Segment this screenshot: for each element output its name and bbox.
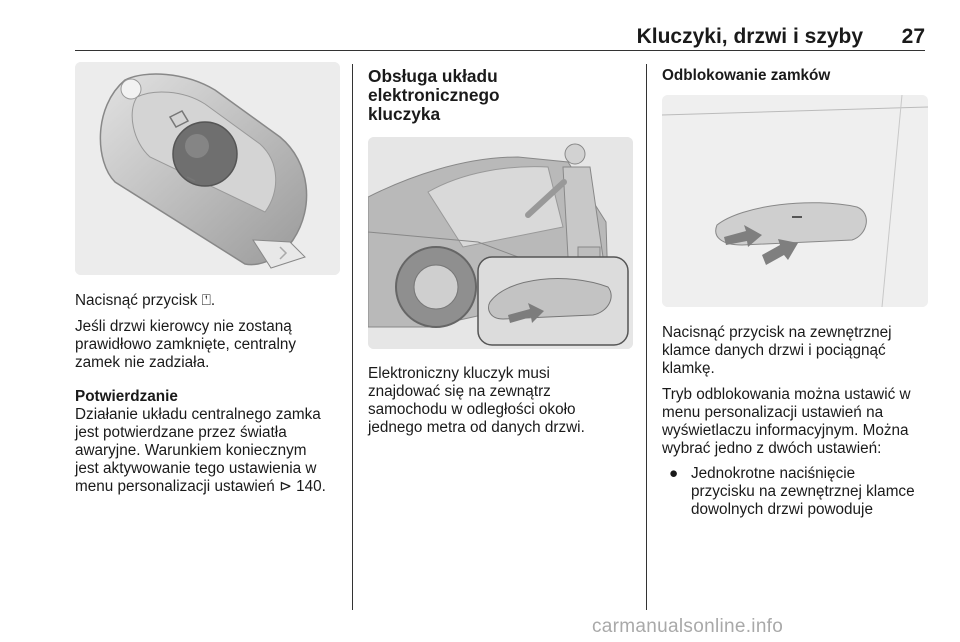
text-line: menu personalizacji ustawień na	[662, 404, 884, 421]
column-divider-right	[646, 64, 647, 610]
text-line: samochodu w odległości około	[368, 401, 576, 418]
text-line: dowolnych drzwi powoduje	[691, 501, 873, 518]
text-line: przycisku na zewnętrznej klamce	[691, 483, 915, 500]
text-line: jest potwierdzane przez światła	[75, 424, 287, 441]
heading-line: kluczyka	[368, 104, 441, 124]
page-header	[75, 26, 925, 51]
text-line: jednego metra od danych drzwi.	[368, 419, 585, 436]
bullet-item	[662, 465, 928, 519]
unlock-mode-paragraph	[662, 386, 928, 458]
car-door-handle-illustration	[368, 137, 633, 349]
confirmation-paragraph	[75, 406, 340, 496]
car-key-fob-illustration	[75, 62, 340, 275]
unlocking-subheading: Odblokowanie zamków	[662, 67, 831, 84]
unlock-instruction	[662, 324, 928, 378]
text-line: prawidłowo zamknięte, centralny	[75, 336, 297, 353]
text-line: Tryb odblokowania można ustawić w	[662, 386, 911, 403]
text-line: klamce danych drzwi i pociągnąć	[662, 342, 886, 359]
text-line: Działanie układu centralnego zamka	[75, 406, 321, 423]
watermark: carmanualsonline.info	[592, 616, 784, 637]
confirmation-subheading: Potwierdzanie	[75, 388, 178, 405]
column-2	[368, 62, 633, 437]
page-number: 27	[901, 25, 925, 48]
heading-line: Obsługa układu elektronicznego	[368, 66, 500, 105]
chapter-title: Kluczyki, drzwi i szyby	[636, 25, 863, 48]
text-line: zamek nie zadziała.	[75, 354, 210, 371]
column-1	[75, 62, 340, 496]
key-distance-paragraph	[368, 365, 633, 437]
text-line: wyświetlaczu informacyjnym. Można	[662, 422, 909, 439]
text-line: Jednokrotne naciśnięcie	[691, 465, 856, 482]
press-button-instruction: Nacisnąć przycisk ⍞.	[75, 292, 216, 309]
text-line: menu personalizacji ustawień ⊳ 140.	[75, 478, 326, 495]
text-line: awaryjne. Warunkiem koniecznym	[75, 442, 307, 459]
text-line: znajdować się na zewnątrz	[368, 383, 551, 400]
text-line: Elektroniczny kluczyk musi	[368, 365, 550, 382]
section-heading	[368, 67, 633, 124]
text-line: jest aktywowanie tego ustawienia w	[75, 460, 317, 477]
text-line: Jeśli drzwi kierowcy nie zostaną	[75, 318, 292, 335]
text-line: klamkę.	[662, 360, 715, 377]
text-line: Nacisnąć przycisk na zewnętrznej	[662, 324, 892, 341]
column-divider-left	[352, 64, 353, 610]
column-3	[662, 62, 928, 519]
bullet-marker: ●	[669, 465, 679, 482]
door-handle-arrows-illustration	[662, 95, 928, 307]
text-line: wybrać jedno z dwóch ustawień:	[662, 440, 882, 457]
driver-door-note	[75, 318, 340, 372]
